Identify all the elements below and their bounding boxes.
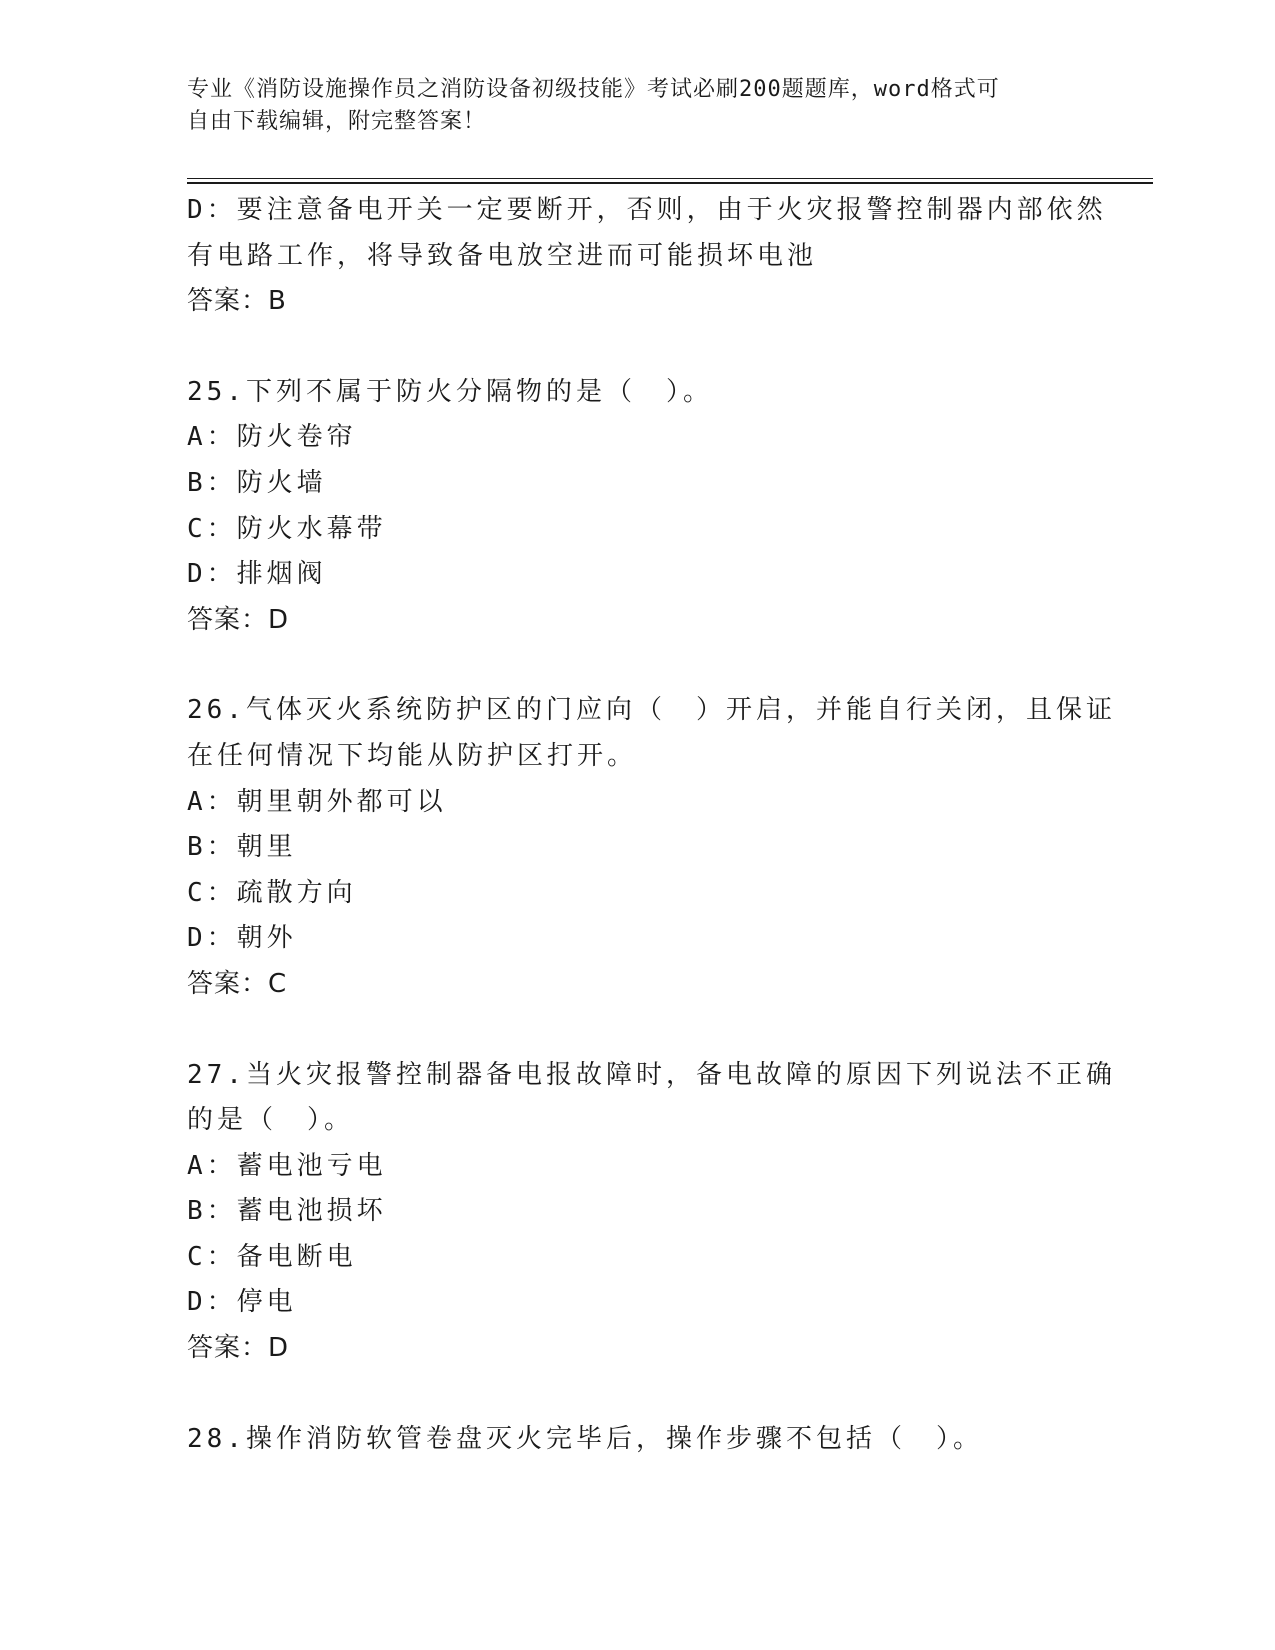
option-a: A：防火卷帘 (187, 422, 357, 453)
option-a: A：蓄电池亏电 (187, 1150, 387, 1181)
question-stem-line-2: 的是（ ）。 (187, 1105, 355, 1136)
option-c: C：疏散方向 (187, 877, 357, 908)
option-c: C：防火水幕带 (187, 513, 387, 544)
option-d-line-1: D：要注意备电开关一定要断开，否则，由于火灾报警控制器内部依然 (187, 195, 1107, 225)
option-d-line-2: 有电路工作，将导致备电放空进而可能损坏电池 (187, 240, 818, 271)
question-28 (187, 1417, 1087, 1463)
option-d: D：停电 (187, 1287, 297, 1318)
spacer (187, 325, 1087, 370)
header-title-line-2: 自由下载编辑，附完整答案！ (187, 109, 487, 134)
spacer (187, 643, 1087, 688)
question-27 (187, 1053, 1116, 1372)
option-a: A：朝里朝外都可以 (187, 786, 447, 817)
answer-line: 答案：C (187, 968, 288, 999)
question-list (187, 188, 1116, 1462)
option-d: D：排烟阀 (187, 559, 327, 590)
option-d: D：朝外 (187, 923, 297, 954)
option-c: C：备电断电 (187, 1241, 357, 1272)
option-b: B：蓄电池损坏 (187, 1196, 387, 1227)
question-stem-line-2: 在任何情况下均能从防护区打开。 (187, 740, 638, 771)
question-stem-line-1: 27.当火灾报警控制器备电报故障时，备电故障的原因下列说法不正确 (187, 1059, 1116, 1090)
answer-line: 答案：B (187, 286, 287, 317)
header-rule-thin (187, 178, 1153, 179)
option-b: B：防火墙 (187, 467, 327, 498)
question-stem: 28.操作消防软管卷盘灭火完毕后，操作步骤不包括（ ）。 (187, 1423, 983, 1454)
question-25 (187, 370, 1087, 644)
question-stem: 25.下列不属于防火分隔物的是（ ）。 (187, 376, 713, 407)
spacer (187, 1372, 1087, 1417)
option-b: B：朝里 (187, 832, 297, 863)
question-stem-line-1: 26.气体灭火系统防护区的门应向（ ）开启，并能自行关闭，且保证 (187, 695, 1116, 726)
header-title-line-1: 专业《消防设施操作员之消防设备初级技能》考试必刷200题题库，word格式可 (187, 77, 1000, 102)
spacer (187, 1008, 1087, 1053)
question-24-continuation (187, 188, 1107, 325)
header-rule-thick (187, 182, 1153, 184)
question-26 (187, 688, 1116, 1007)
document-header (187, 74, 1067, 138)
answer-line: 答案：D (187, 604, 290, 635)
answer-line: 答案：D (187, 1333, 290, 1364)
